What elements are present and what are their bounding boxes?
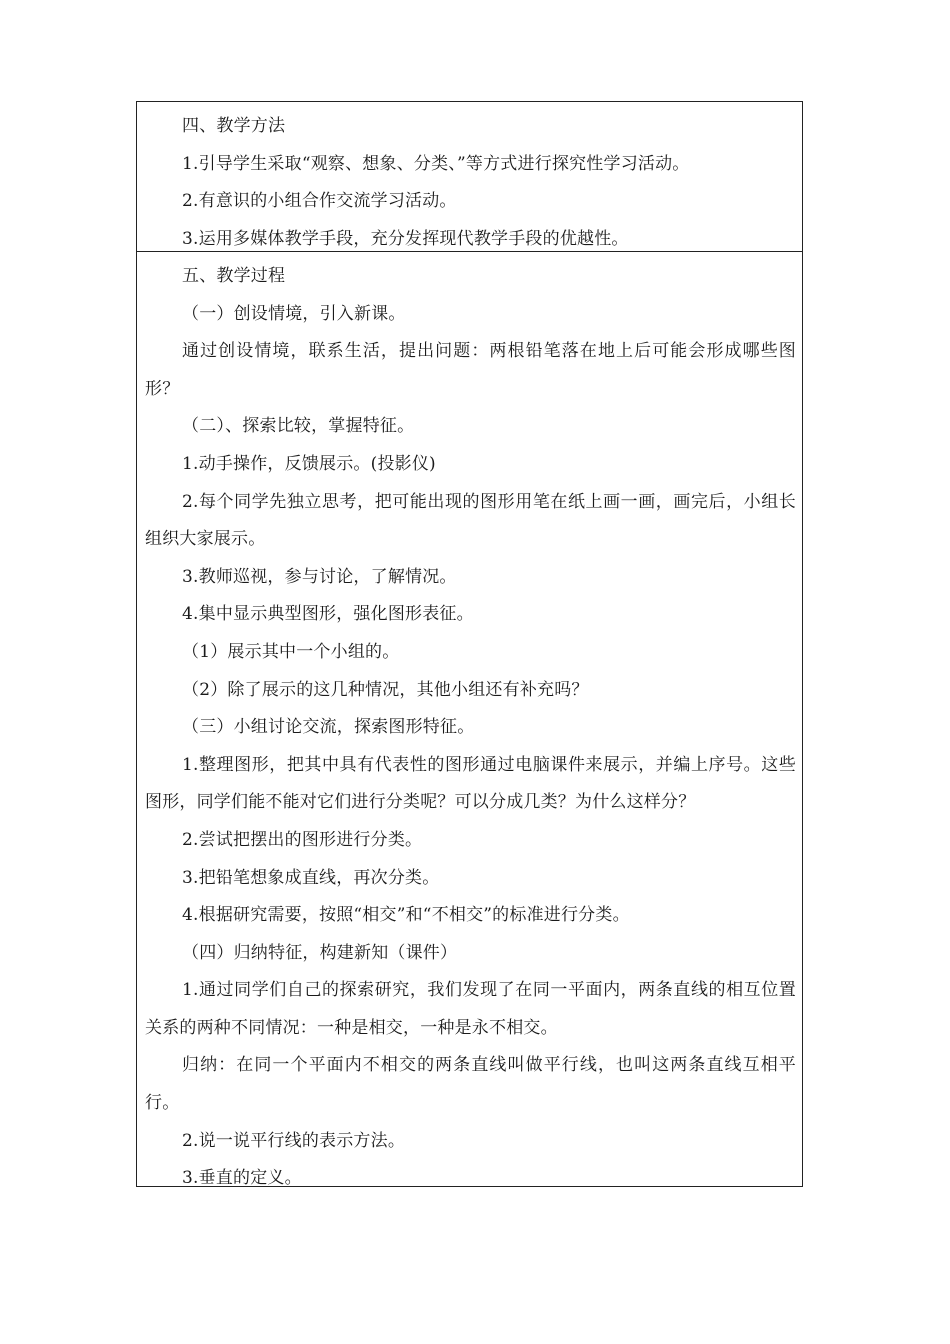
part3-title: （三）小组讨论交流，探索图形特征。: [182, 717, 475, 738]
methods-heading: 四、教学方法: [182, 116, 286, 136]
part4-summary: 归纳：在同一个平面内不相交的两条直线叫做平行线，也叫这两条直线互相平行。: [145, 1055, 796, 1114]
part3-item-1: 1.整理图形，把其中具有代表性的图形通过电脑课件来展示，并编上序号。这些图形，同学们能不能对它们进行分类呢？可以分成几类？为什么这样分？: [145, 754, 796, 813]
part4-title: （四）归纳特征，构建新知（课件）: [182, 942, 458, 963]
part4-item-1: 1.通过同学们自己的探索研究，我们发现了在同一平面内，两条直线的相互位置关系的两种不同情况：一种是相交，一种是永不相交。: [145, 980, 796, 1038]
teaching-methods-cell: [137, 102, 802, 252]
part3-item-4: 4.根据研究需要，按照“相交”和“不相交”的标准进行分类。: [182, 905, 630, 926]
methods-item-3: 3.运用多媒体教学手段，充分发挥现代教学手段的优越性。: [182, 228, 629, 249]
lesson-plan-table: [136, 101, 803, 1187]
part4-item-3: 3.垂直的定义。: [182, 1168, 302, 1189]
part2-sub-2: （2）除了展示的这几种情况，其他小组还有补充吗？: [182, 679, 589, 700]
part2-item-1: 1.动手操作，反馈展示。(投影仪): [182, 453, 436, 474]
process-heading: 五、教学过程: [182, 266, 286, 286]
part2-title: （二）、探索比较，掌握特征。: [182, 416, 415, 437]
methods-item-2: 2.有意识的小组合作交流学习活动。: [182, 191, 457, 212]
part1-text: 通过创设情境，联系生活，提出问题：两根铅笔落在地上后可能会形成哪些图形？: [145, 341, 796, 399]
part2-sub-1: （1）展示其中一个小组的。: [182, 641, 400, 662]
teaching-process-cell: [137, 252, 802, 1189]
part3-item-3: 3.把铅笔想象成直线，再次分类。: [182, 867, 440, 888]
part1-title: （一）创设情境，引入新课。: [182, 303, 406, 324]
part4-item-2: 2.说一说平行线的表示方法。: [182, 1130, 406, 1151]
methods-item-1: 1.引导学生采取“观察、想象、分类、”等方式进行探究性学习活动。: [182, 153, 690, 174]
part2-item-3: 3.教师巡视，参与讨论，了解情况。: [182, 566, 457, 587]
part3-item-2: 2.尝试把摆出的图形进行分类。: [182, 829, 423, 850]
part2-item-2: 2.每个同学先独立思考，把可能出现的图形用笔在纸上画一画，画完后，小组长组织大家展示。: [145, 491, 796, 550]
part2-item-4: 4.集中显示典型图形，强化图形表征。: [182, 604, 474, 625]
